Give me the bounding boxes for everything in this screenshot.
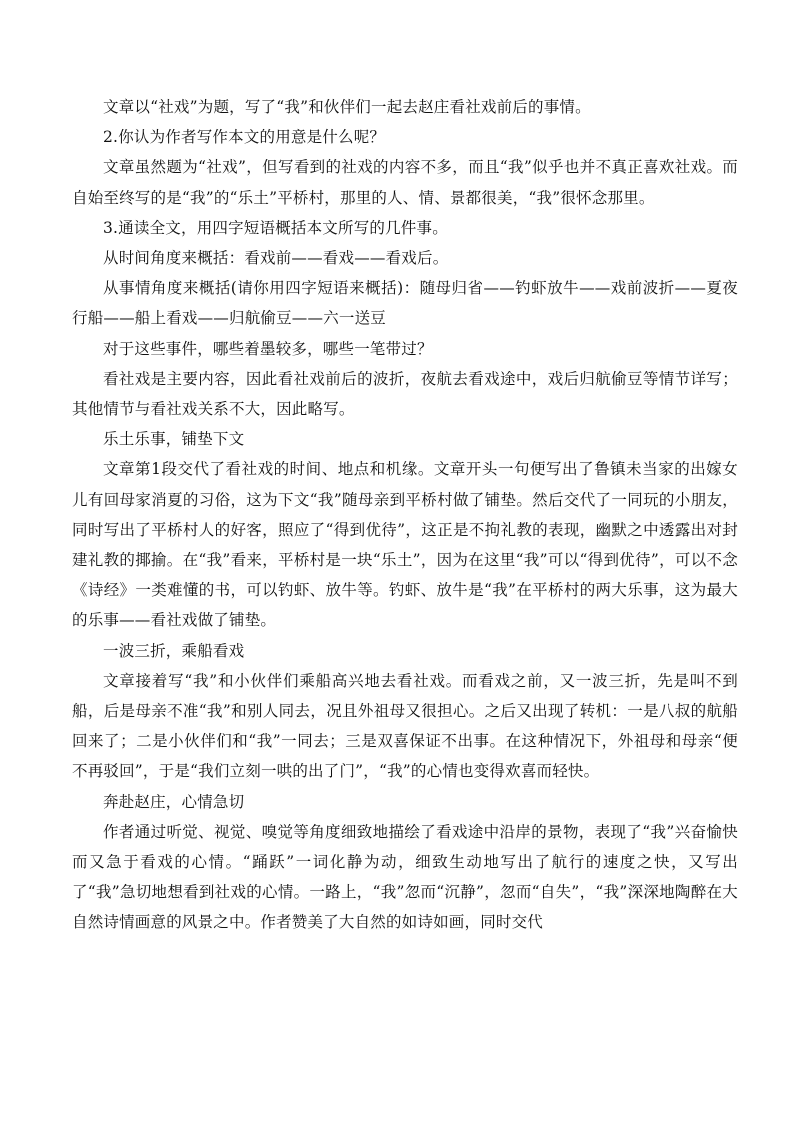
paragraph-question-emphasis: 对于这些事件，哪些着墨较多，哪些一笔带过？ <box>103 339 433 358</box>
section-heading-rushing: 奔赴赵庄，心情急切 <box>103 792 245 811</box>
paragraph-answer-emphasis: 看社戏是主要内容，因此看社戏前后的波折，夜航去看戏途中，戏后归航偷豆等情节详写；其他情节与看社戏关系不大，因此略写。 <box>72 369 738 419</box>
paragraph-event-angle: 从事情角度来概括(请你用四字短语来概括)：随母归省——钓虾放牛——戏前波折——夏夜行船——船上看戏——归航偷豆——六一送豆 <box>72 279 738 328</box>
paragraph-happy-land: 文章第1段交代了看社戏的时间、地点和机缘。文章开头一句便写出了鲁镇未当家的出嫁女儿有回母家消夏的习俗，这为下文“我”随母亲到平桥村做了铺垫。然后交代了一同玩的小朋友，同时写出了平桥村人的好客，照应了“得到优待”，这正是不拘礼教的表现，幽默之中透露出对封建礼教的揶揄。在“我”看来，平桥村是一块“乐土”，因为在这里“我”可以“得到优待”，可以不念《诗经》一类难懂的书，可以钓虾、放牛等。钓虾、放牛是“我”在平桥村的两大乐事，这为最大的乐事——看社戏做了铺垫。 <box>72 460 738 630</box>
paragraph-rushing: 作者通过听觉、视觉、嗅觉等角度细致地描绘了看戏途中沿岸的景物，表现了“我”兴奋愉快而又急于看戏的心情。“踊跃”一词化静为动，细致生动地写出了航行的速度之快，又写出了“我”急切地想看到社戏的心情。一路上，“我”忽而“沉静”，忽而“自失”，“我”深深地陶醉在大自然诗情画意的风景之中。作者赞美了大自然的如诗如画，同时交代 <box>72 822 738 932</box>
paragraph-question-2: 2.你认为作者写作本文的用意是什么呢？ <box>103 128 386 147</box>
paragraph-time-angle: 从时间角度来概括：看戏前——看戏——看戏后。 <box>103 249 449 268</box>
document-body <box>72 92 738 938</box>
section-heading-twists: 一波三折，乘船看戏 <box>103 641 245 660</box>
section-heading-happy-land: 乐土乐事，铺垫下文 <box>103 430 245 449</box>
paragraph-twists: 文章接着写“我”和小伙伴们乘船高兴地去看社戏。而看戏之前，又一波三折，先是叫不到船，后是母亲不准“我”和别人同去，况且外祖母又很担心。之后又出现了转机：一是八叔的航船回来了；二是小伙伴们和“我”一同去；三是双喜保证不出事。在这种情况下，外祖母和母亲“便不再驳回”，于是“我们立刻一哄的出了门”，“我”的心情也变得欢喜而轻快。 <box>72 671 738 781</box>
paragraph-answer-2: 文章虽然题为“社戏”，但写看到的社戏的内容不多，而且“我”似乎也并不真正喜欢社戏。而自始至终写的是“我”的“乐土”平桥村，那里的人、情、景都很美，“我”很怀念那里。 <box>72 158 738 207</box>
paragraph-question-3: 3.通读全文，用四字短语概括本文所写的几件事。 <box>103 218 448 237</box>
paragraph-intro-summary: 文章以“社戏”为题，写了“我”和伙伴们一起去赵庄看社戏前后的事情。 <box>103 98 591 116</box>
